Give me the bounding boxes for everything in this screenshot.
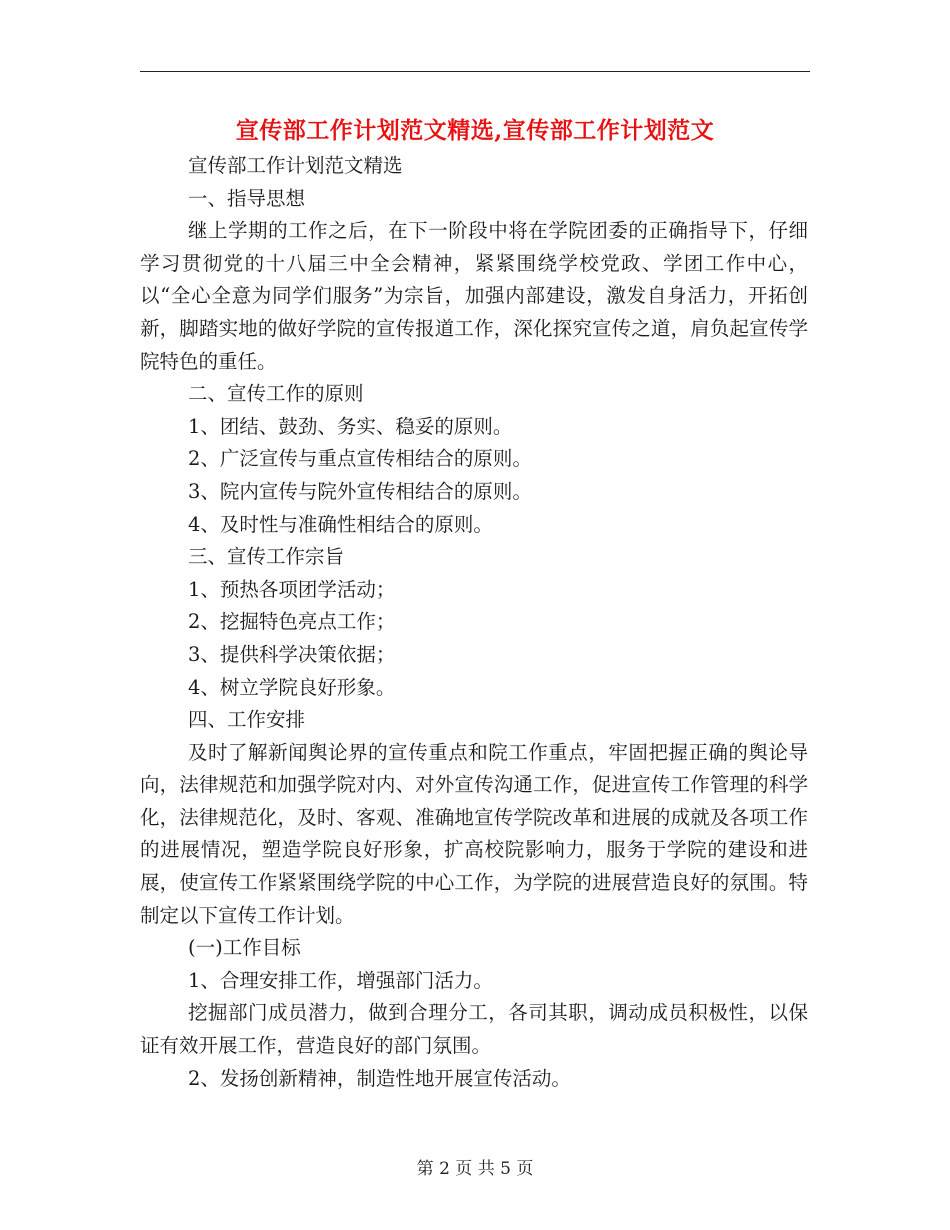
heading-guiding-ideology: 一、指导思想 — [188, 186, 306, 210]
paragraph-work-arrangement: 及时了解新闻舆论界的宣传重点和院工作重点，牢固把握正确的舆论导向，法律规范和加强学院对内、对外宣传沟通工作，促进宣传工作管理的科学化，法律规范化，及时、客观、准确地宣传学院改革和进展的成就及各项工作的进展情况，塑造学院良好形象，扩高校院影响力，服务于学院的建设和进展，使宣传工作紧紧围绕学院的中心工作，为学院的进展营造良好的氛围。特制定以下宣传工作计划。 — [140, 740, 808, 927]
document-title: 宣传部工作计划范文精选,宣传部工作计划范文 — [235, 117, 715, 144]
list-item-principle-1: 1、团结、鼓劲、务实、稳妥的原则。 — [188, 414, 513, 438]
paragraph-guiding-ideology: 继上学期的工作之后，在下一阶段中将在学院团委的正确指导下，仔细学习贯彻党的十八届三中全会精神，紧紧围绕学校党政、学团工作中心，以“全心全意为同学们服务”为宗旨，加强内部建设，激发自身活力，开拓创新，脚踏实地的做好学院的宣传报道工作，深化探究宣传之道，肩负起宣传学院特色的重任。 — [140, 219, 808, 373]
page-number: 第 2 页 共 5 页 — [416, 1159, 534, 1179]
heading-work-arrangement: 四、工作安排 — [188, 708, 306, 732]
heading-purpose: 三、宣传工作宗旨 — [188, 545, 345, 569]
header-rule — [140, 71, 810, 72]
list-item-purpose-2: 2、挖掘特色亮点工作； — [188, 610, 396, 634]
document-body — [140, 150, 808, 1095]
list-item-principle-4: 4、及时性与准确性相结合的原则。 — [188, 512, 493, 536]
list-item-purpose-3: 3、提供科学决策依据； — [188, 642, 396, 666]
list-item-principle-2: 2、广泛宣传与重点宣传相结合的原则。 — [188, 447, 532, 471]
paragraph-goal-1: 挖掘部门成员潜力，做到合理分工，各司其职，调动成员积极性，以保证有效开展工作，营造良好的部门氛围。 — [140, 1001, 808, 1058]
list-item-goal-1: 1、合理安排工作，增强部门活力。 — [188, 968, 493, 992]
list-item-goal-2: 2、发扬创新精神，制造性地开展宣传活动。 — [188, 1066, 571, 1090]
list-item-purpose-1: 1、预热各项团学活动； — [188, 577, 396, 601]
heading-work-goals: (一)工作目标 — [188, 936, 301, 960]
paragraph-subtitle: 宣传部工作计划范文精选 — [188, 154, 403, 177]
list-item-purpose-4: 4、树立学院良好形象。 — [188, 675, 396, 699]
heading-principles: 二、宣传工作的原则 — [188, 382, 364, 406]
list-item-principle-3: 3、院内宣传与院外宣传相结合的原则。 — [188, 479, 532, 503]
